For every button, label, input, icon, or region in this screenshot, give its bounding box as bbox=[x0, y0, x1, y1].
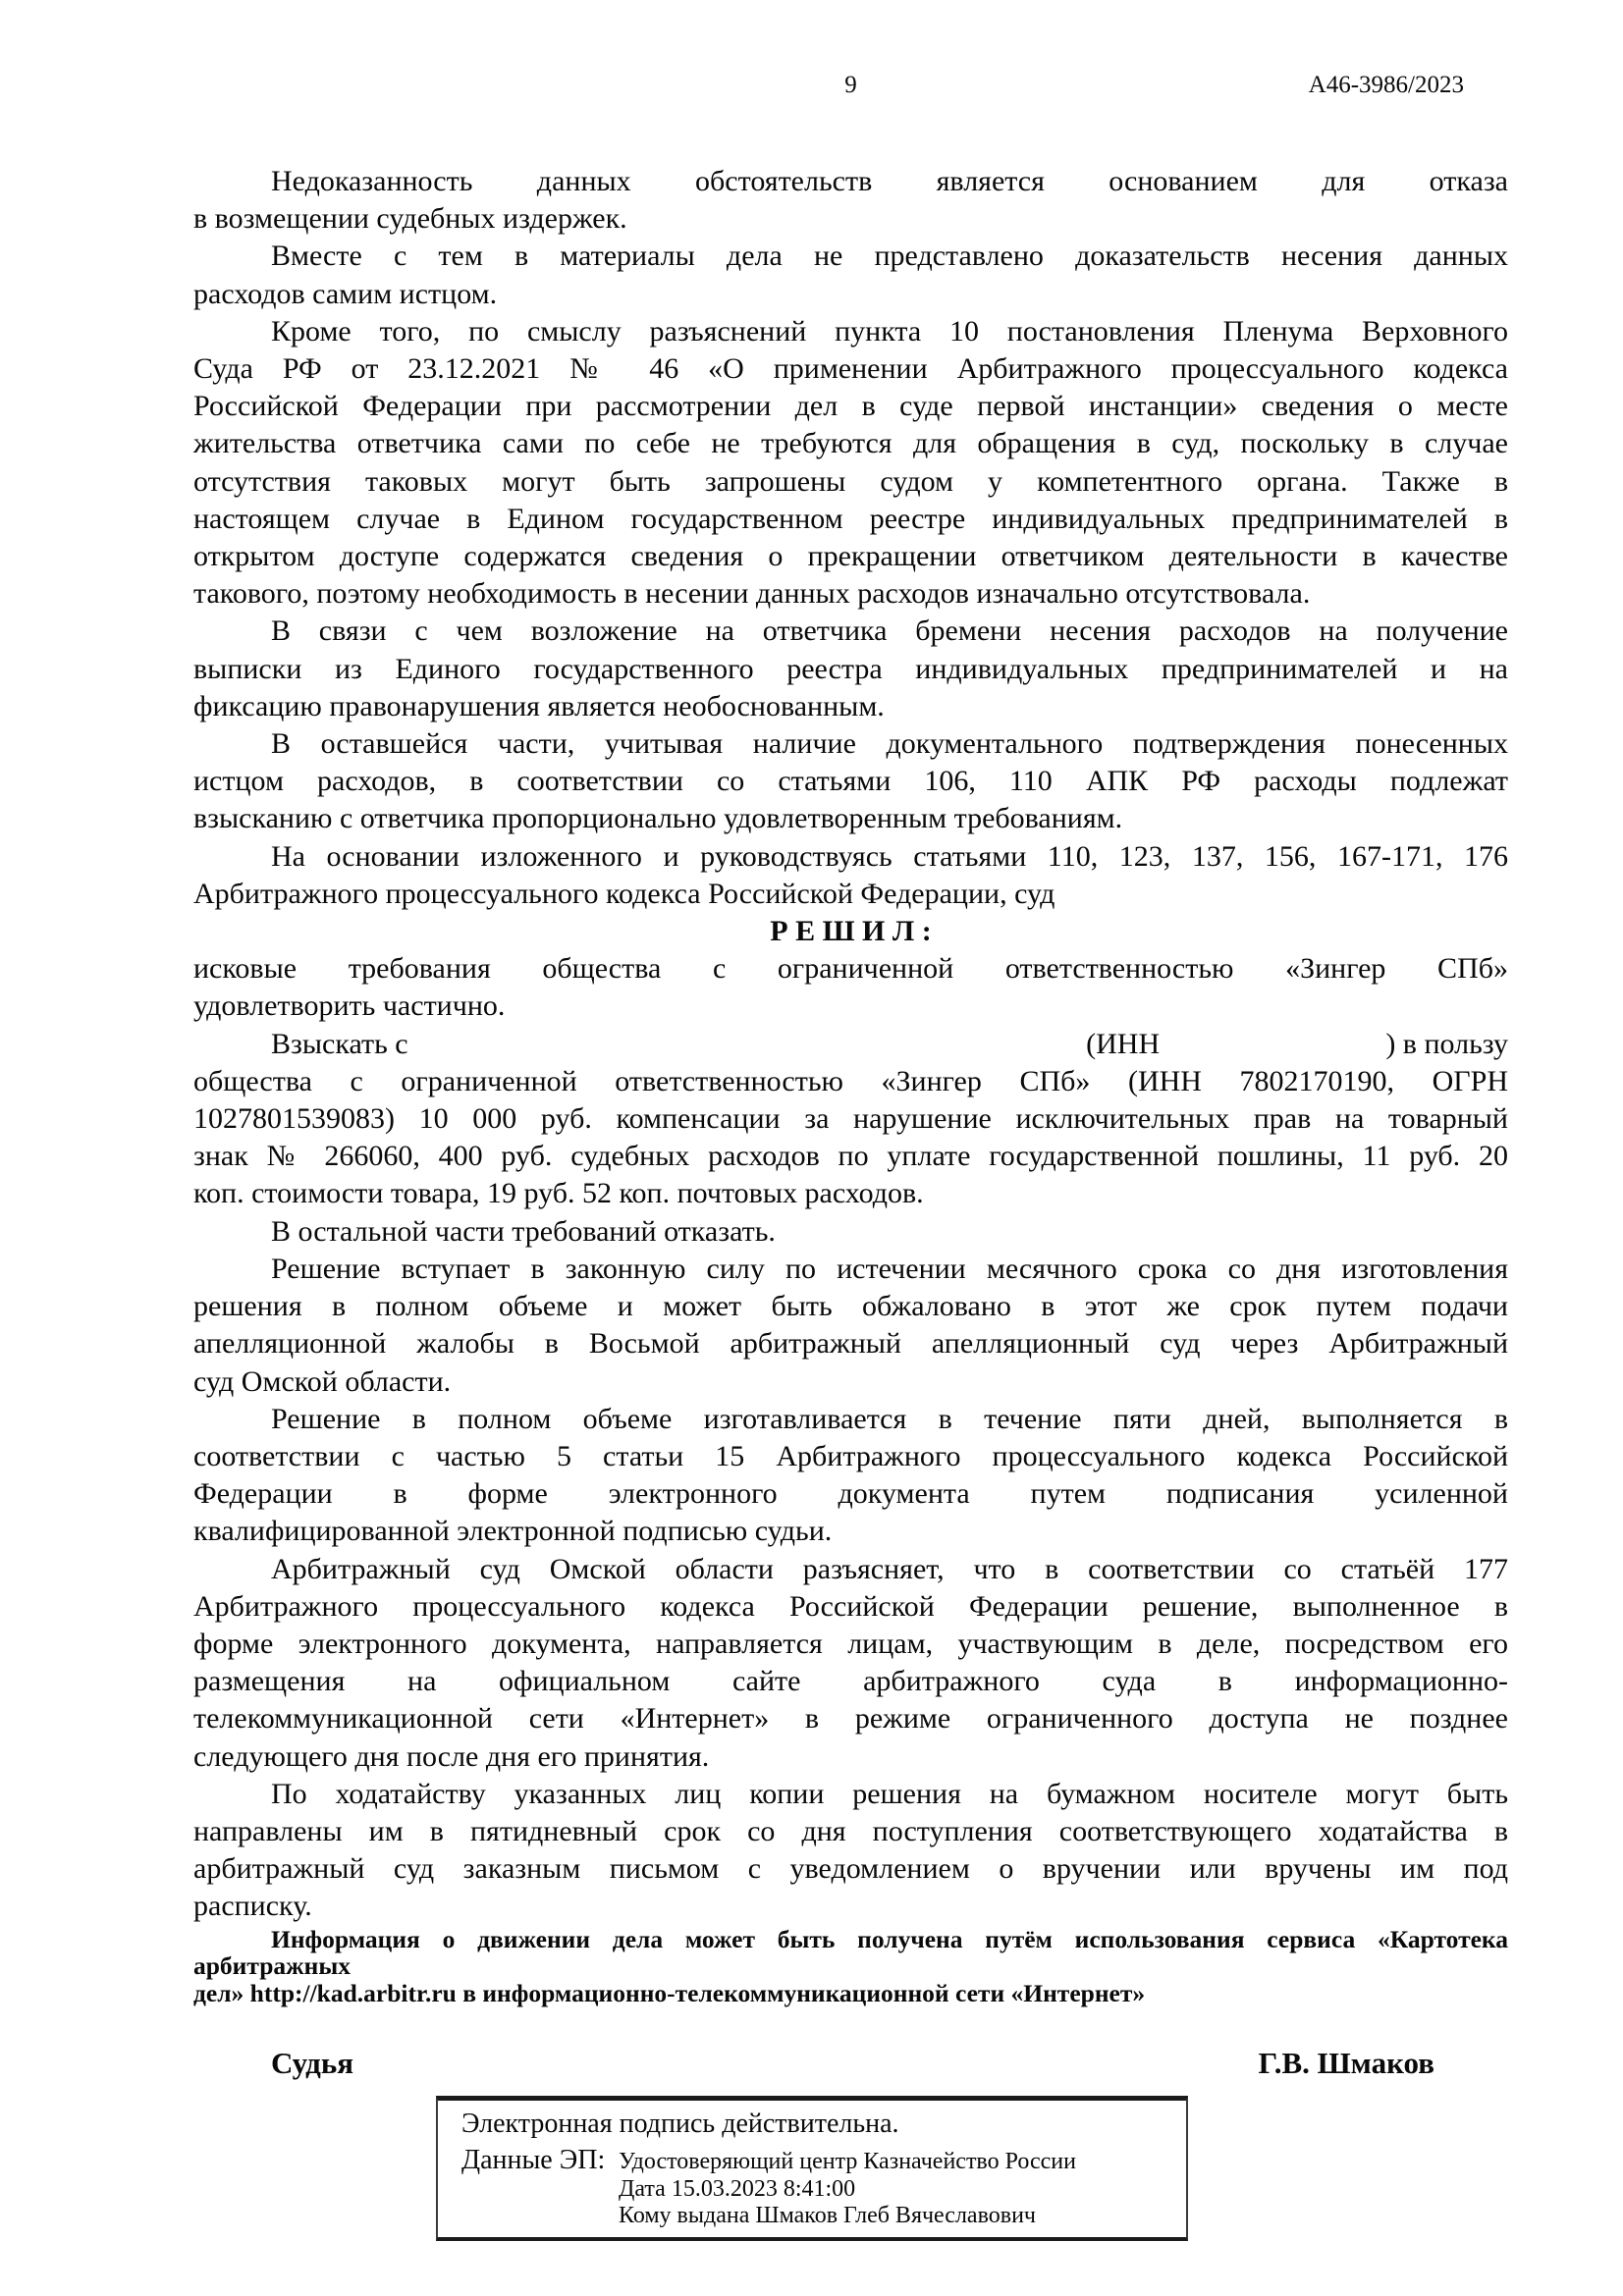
text-line: общества с ограниченной ответственностью «Зингер СПб» (ИНН 7802170190, ОГРН bbox=[193, 1064, 1508, 1097]
paragraph bbox=[193, 613, 1508, 725]
signature-row bbox=[193, 2045, 1508, 2082]
redacted-gap bbox=[1160, 1026, 1385, 1063]
text-line: суд Омской области. bbox=[193, 1364, 452, 1398]
text-line: Федерации в форме электронного документа путем подписания усиленной bbox=[193, 1477, 1508, 1511]
text-line: В связи с чем возложение на ответчика бремени несения расходов на получение bbox=[271, 614, 1508, 648]
text-line: Арбитражного процессуального кодекса Российской Федерации, суд bbox=[193, 877, 1055, 910]
text-line: выписки из Единого государственного реестра индивидуальных предпринимателей и на bbox=[193, 652, 1508, 685]
text-line: исковые требования общества с ограниченной ответственностью «Зингер СПб» bbox=[193, 952, 1508, 986]
judge-label: Судья bbox=[271, 2046, 354, 2081]
judge-name: Г.В. Шмаков bbox=[1258, 2046, 1434, 2081]
text-line: Информация о движении дела может быть получена путём использования сервиса «Картотека арбитражных bbox=[193, 1924, 1508, 1981]
paragraph bbox=[193, 1551, 1508, 1776]
text-line: жительства ответчика сами по себе не требуются для обращения в суд, поскольку в случае bbox=[193, 427, 1508, 460]
text-line: такового, поэтому необходимость в несении данных расходов изначально отсутствовала. bbox=[193, 577, 1311, 611]
text-line: телекоммуникационной сети «Интернет» в режиме ограниченного доступа не позднее bbox=[193, 1702, 1508, 1735]
paragraph bbox=[193, 913, 1508, 950]
text-line: коп. стоимости товара, 19 руб. 52 коп. почтовых расходов. bbox=[193, 1177, 924, 1210]
text-line: настоящем случае в Едином государственном реестре индивидуальных предпринимателей в bbox=[193, 502, 1508, 535]
resolution-heading: Р Е Ш И Л : bbox=[770, 915, 932, 948]
text-line: Арбитражного процессуального кодекса Российской Федерации решение, выполненное в bbox=[193, 1589, 1508, 1623]
text-line: Суда РФ от 23.12.2021 № 46 «О применении Арбитражного процессуального кодекса bbox=[193, 352, 1508, 386]
paragraph bbox=[193, 1776, 1508, 1926]
text-line: 1027801539083) 10 000 руб. компенсации за нарушение исключительных прав на товарный bbox=[193, 1102, 1508, 1136]
text-line: В оставшейся части, учитывая наличие документального подтверждения понесенных bbox=[271, 727, 1508, 761]
text-line: Недоказанность данных обстоятельств является основанием для отказа bbox=[271, 165, 1508, 197]
text-line: дел» http://kad.arbitr.ru в информационно-телекоммуникационной сети «Интернет» bbox=[193, 1978, 1146, 2007]
text-line: форме электронного документа, направляется лицам, участвующим в деле, посредством его bbox=[193, 1627, 1508, 1660]
text-line: в возмещении судебных издержек. bbox=[193, 202, 627, 236]
text-line: Российской Федерации при рассмотрении дел в суде первой инстанции» сведения о месте bbox=[193, 390, 1508, 423]
paragraph bbox=[193, 1026, 1508, 1213]
page-header bbox=[193, 71, 1508, 104]
text-segment: Взыскать с bbox=[271, 1027, 408, 1060]
stamp-detail-line: Кому выдана Шмаков Глеб Вячеславович bbox=[619, 2203, 1036, 2229]
stamp-details bbox=[619, 2145, 1168, 2230]
text-line: расписку. bbox=[193, 1890, 312, 1923]
text-line: Вместе с тем в материалы дела не представлено доказательств несения данных bbox=[271, 240, 1508, 273]
paragraph bbox=[193, 725, 1508, 838]
text-line: Арбитражный суд Омской области разъясняет, что в соответствии со статьёй 177 bbox=[271, 1552, 1508, 1585]
paragraph bbox=[193, 1401, 1508, 1551]
text-line: На основании изложенного и руководствуясь статьями 110, 123, 137, 156, 167-171, 176 bbox=[271, 839, 1508, 873]
text-line: следующего дня после дня его принятия. bbox=[193, 1739, 710, 1773]
redacted-gap bbox=[408, 1026, 1087, 1063]
text-line: направлены им в пятидневный срок со дня поступления соответствующего ходатайства в bbox=[193, 1814, 1508, 1847]
stamp-validity-line: Электронная подпись действительна. bbox=[461, 2109, 899, 2140]
text-segment: ) в пользу bbox=[1385, 1027, 1508, 1060]
paragraph bbox=[193, 1213, 1508, 1251]
stamp-data-label: Данные ЭП: bbox=[461, 2145, 606, 2176]
paragraph bbox=[193, 1926, 1508, 2007]
paragraph bbox=[193, 950, 1508, 1025]
text-line: арбитражный суд заказным письмом с уведомлением о вручении или вручены им под bbox=[193, 1852, 1508, 1886]
text-line: решения в полном объеме и может быть обжаловано в этот же срок путем подачи bbox=[193, 1290, 1508, 1323]
paragraph bbox=[193, 238, 1508, 312]
text-line: фиксацию правонарушения является необоснованным. bbox=[193, 689, 885, 722]
text-line: открытом доступе содержатся сведения о прекращении ответчиком деятельности в качестве bbox=[193, 540, 1508, 573]
stamp-detail-line: Дата 15.03.2023 8:41:00 bbox=[619, 2175, 856, 2202]
stamp-detail-line: Удостоверяющий центр Казначейство России bbox=[619, 2149, 1076, 2175]
text-line: расходов самим истцом. bbox=[193, 277, 498, 310]
text-line: По ходатайству указанных лиц копии решения на бумажном носителе могут быть bbox=[271, 1777, 1508, 1810]
document-body bbox=[193, 163, 1508, 2241]
text-line: Решение вступает в законную силу по истечении месячного срока со дня изготовления bbox=[271, 1252, 1508, 1285]
text-line: взысканию с ответчика пропорционально удовлетворенным требованиям. bbox=[193, 802, 1123, 835]
text-line: отсутствия таковых могут быть запрошены судом у компетентного органа. Также в bbox=[193, 464, 1508, 498]
paragraph bbox=[193, 163, 1508, 238]
text-line: квалифицированной электронной подписью судьи. bbox=[193, 1515, 833, 1548]
paragraph bbox=[193, 313, 1508, 614]
text-line: удовлетворить частично. bbox=[193, 989, 506, 1023]
case-number: А46-3986/2023 bbox=[1308, 72, 1464, 98]
page-number: 9 bbox=[844, 72, 857, 98]
text-line: Решение в полном объеме изготавливается в течение пяти дней, выполняется в bbox=[271, 1402, 1508, 1435]
text-line: истцом расходов, в соответствии со статьями 106, 110 АПК РФ расходы подлежат bbox=[193, 765, 1508, 798]
paragraph bbox=[193, 838, 1508, 913]
text-line: соответствии с частью 5 статьи 15 Арбитражного процессуального кодекса Российской bbox=[193, 1439, 1508, 1472]
text-segment: (ИНН bbox=[1086, 1027, 1161, 1060]
text-line: размещения на официальном сайте арбитражного суда в информационно- bbox=[193, 1665, 1508, 1698]
text-line: знак № 266060, 400 руб. судебных расходов по уплате государственной пошлины, 11 руб. 20 bbox=[193, 1140, 1508, 1173]
text-line: апелляционной жалобы в Восьмой арбитражный апелляционный суд через Арбитражный bbox=[193, 1327, 1508, 1361]
signature-stamp bbox=[436, 2096, 1188, 2241]
stamp-data-row bbox=[461, 2145, 1168, 2230]
paragraph bbox=[193, 1251, 1508, 1401]
text-line: Кроме того, по смыслу разъяснений пункта 10 постановления Пленума Верховного bbox=[271, 314, 1508, 347]
redacted-text-line bbox=[193, 1026, 1508, 1063]
text-line: В остальной части требований отказать. bbox=[271, 1214, 776, 1248]
